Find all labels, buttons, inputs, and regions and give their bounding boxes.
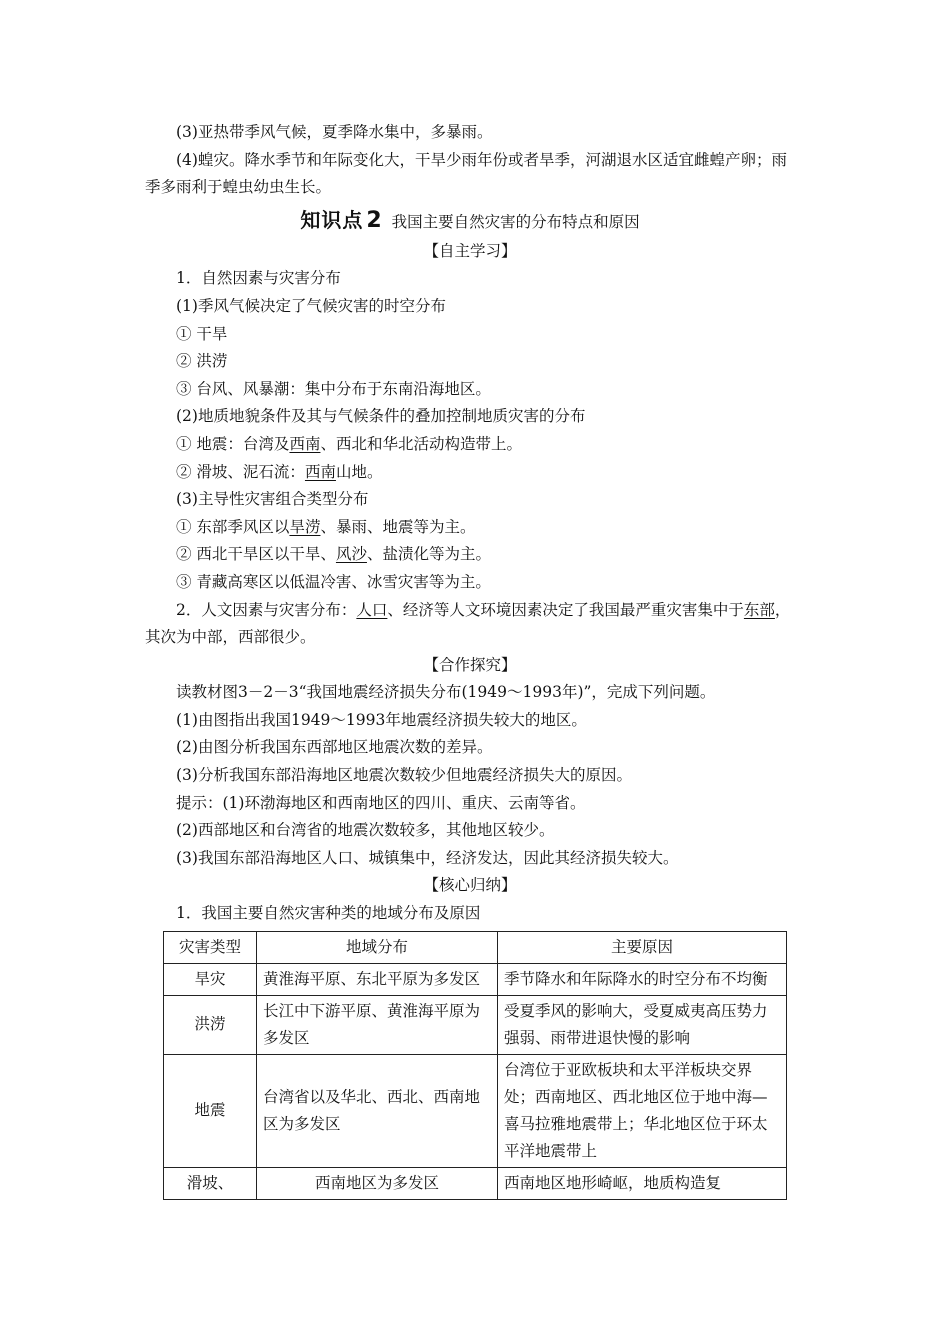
- self-study-sub-3: (3)主导性灾害组合类型分布: [176, 490, 369, 509]
- cooperate-question-1: (1)由图指出我国1949～1993年地震经济损失较大的地区。: [176, 710, 587, 729]
- table-header-cell: 地域分布: [257, 931, 498, 963]
- core-item-1: 1．我国主要自然灾害种类的地域分布及原因: [176, 904, 481, 923]
- table-cell-cause: 季节降水和年际降水的时空分布不均衡: [498, 963, 787, 995]
- underlined-answer: 西南: [289, 434, 321, 453]
- underlined-answer: 旱涝: [289, 517, 321, 536]
- self-study-sub-2b: [145, 459, 795, 487]
- self-study-sub-2a: [145, 431, 795, 459]
- table-row: [164, 995, 787, 1054]
- section-title: 我国主要自然灾害的分布特点和原因: [391, 212, 640, 231]
- self-study-sub-3a: [145, 514, 795, 542]
- page-content: [145, 119, 795, 1200]
- self-study-header: 【自主学习】: [423, 241, 517, 260]
- self-study-sub-3c: ③ 青藏高寒区以低温冷害、冰雪灾害等为主。: [176, 572, 491, 591]
- text: ① 地震：台湾及: [176, 434, 290, 453]
- underlined-answer: 西南: [304, 462, 336, 481]
- cooperate-question-3: (3)分析我国东部沿海地区地震次数较少但地震经济损失大的原因。: [176, 766, 632, 785]
- self-study-sub-1b: ② 洪涝: [176, 352, 228, 371]
- table-cell-region: 台湾省以及华北、西北、西南地区为多发区: [257, 1054, 498, 1167]
- table-cell-region: 黄淮海平原、东北平原为多发区: [257, 963, 498, 995]
- cooperate-answer-2: (2)西部地区和台湾省的地震次数较多，其他地区较少。: [176, 821, 555, 840]
- table-cell-type: 旱灾: [164, 963, 257, 995]
- cooperate-intro: 读教材图3－2－3“我国地震经济损失分布(1949～1993年)”，完成下列问题。: [176, 683, 716, 702]
- self-study-sub-1a: ① 干旱: [176, 324, 228, 343]
- text: ② 滑坡、泥石流：: [176, 462, 305, 481]
- cooperate-header: 【合作探究】: [423, 655, 517, 674]
- intro-paragraph-1: (3)亚热带季风气候，夏季降水集中，多暴雨。: [176, 123, 493, 141]
- disaster-table: [163, 931, 787, 1200]
- text: 2．人文因素与灾害分布：: [176, 600, 357, 619]
- table-row: [164, 1167, 787, 1199]
- text: 、西北和华北活动构造带上。: [320, 434, 522, 453]
- underlined-answer: 人口: [356, 600, 388, 619]
- table-cell-type: 地震: [164, 1054, 257, 1167]
- cooperate-answer-3: (3)我国东部沿海地区人口、城镇集中，经济发达，因此其经济损失较大。: [176, 848, 679, 867]
- cooperate-answer-1: 提示：(1)环渤海地区和西南地区的四川、重庆、云南等省。: [176, 793, 586, 812]
- text: ① 东部季风区以: [176, 517, 290, 536]
- text: 、盐渍化等为主。: [366, 545, 491, 564]
- table-header-cell: 主要原因: [498, 931, 787, 963]
- table-cell-type: 洪涝: [164, 995, 257, 1054]
- cooperate-question-2: (2)由图分析我国东西部地区地震次数的差异。: [176, 738, 493, 757]
- section-label: 知识点: [300, 207, 364, 232]
- table-cell-region: 西南地区为多发区: [257, 1167, 498, 1199]
- table-header-row: [164, 931, 787, 963]
- text: ，其次为中部，西部很少。: [145, 600, 791, 647]
- text: 、经济等人文环境因素决定了我国最严重灾害集中于: [387, 600, 744, 619]
- self-study-item-1: 1．自然因素与灾害分布: [176, 269, 341, 288]
- section-heading: [145, 204, 795, 238]
- table-cell-region: 长江中下游平原、黄淮海平原为多发区: [257, 995, 498, 1054]
- text: 、暴雨、地震等为主。: [320, 517, 476, 536]
- self-study-sub-3b: [145, 541, 795, 569]
- self-study-sub-1: (1)季风气候决定了气候灾害的时空分布: [176, 296, 446, 315]
- table-cell-cause: 西南地区地形崎岖，地质构造复: [498, 1167, 787, 1199]
- table-header-cell: 灾害类型: [164, 931, 257, 963]
- table-cell-type: 滑坡、: [164, 1167, 257, 1199]
- underlined-answer: 东部: [743, 600, 775, 619]
- section-number: 2: [366, 207, 382, 233]
- table-cell-cause: 受夏季风的影响大，受夏威夷高压势力强弱、雨带进退快慢的影响: [498, 995, 787, 1054]
- intro-paragraph-2: (4)蝗灾。降水季节和年际变化大，干旱少雨年份或者旱季，河湖退水区适宜雌蝗产卵；雨季多雨利于蝗虫幼虫生长。: [145, 150, 787, 197]
- self-study-sub-2: (2)地质地貌条件及其与气候条件的叠加控制地质灾害的分布: [176, 407, 586, 426]
- text: ② 西北干旱区以干旱、: [176, 545, 336, 564]
- table-row: [164, 1054, 787, 1167]
- text: 山地。: [335, 462, 383, 481]
- self-study-sub-1c: ③ 台风、风暴潮：集中分布于东南沿海地区。: [176, 379, 491, 398]
- core-header: 【核心归纳】: [423, 876, 517, 895]
- table-row: [164, 963, 787, 995]
- self-study-item-2: [145, 597, 795, 652]
- table-cell-cause: 台湾位于亚欧板块和太平洋板块交界处；西南地区、西北地区位于地中海—喜马拉雅地震带上；华北地区位于环太平洋地震带上: [498, 1054, 787, 1167]
- underlined-answer: 风沙: [335, 545, 367, 564]
